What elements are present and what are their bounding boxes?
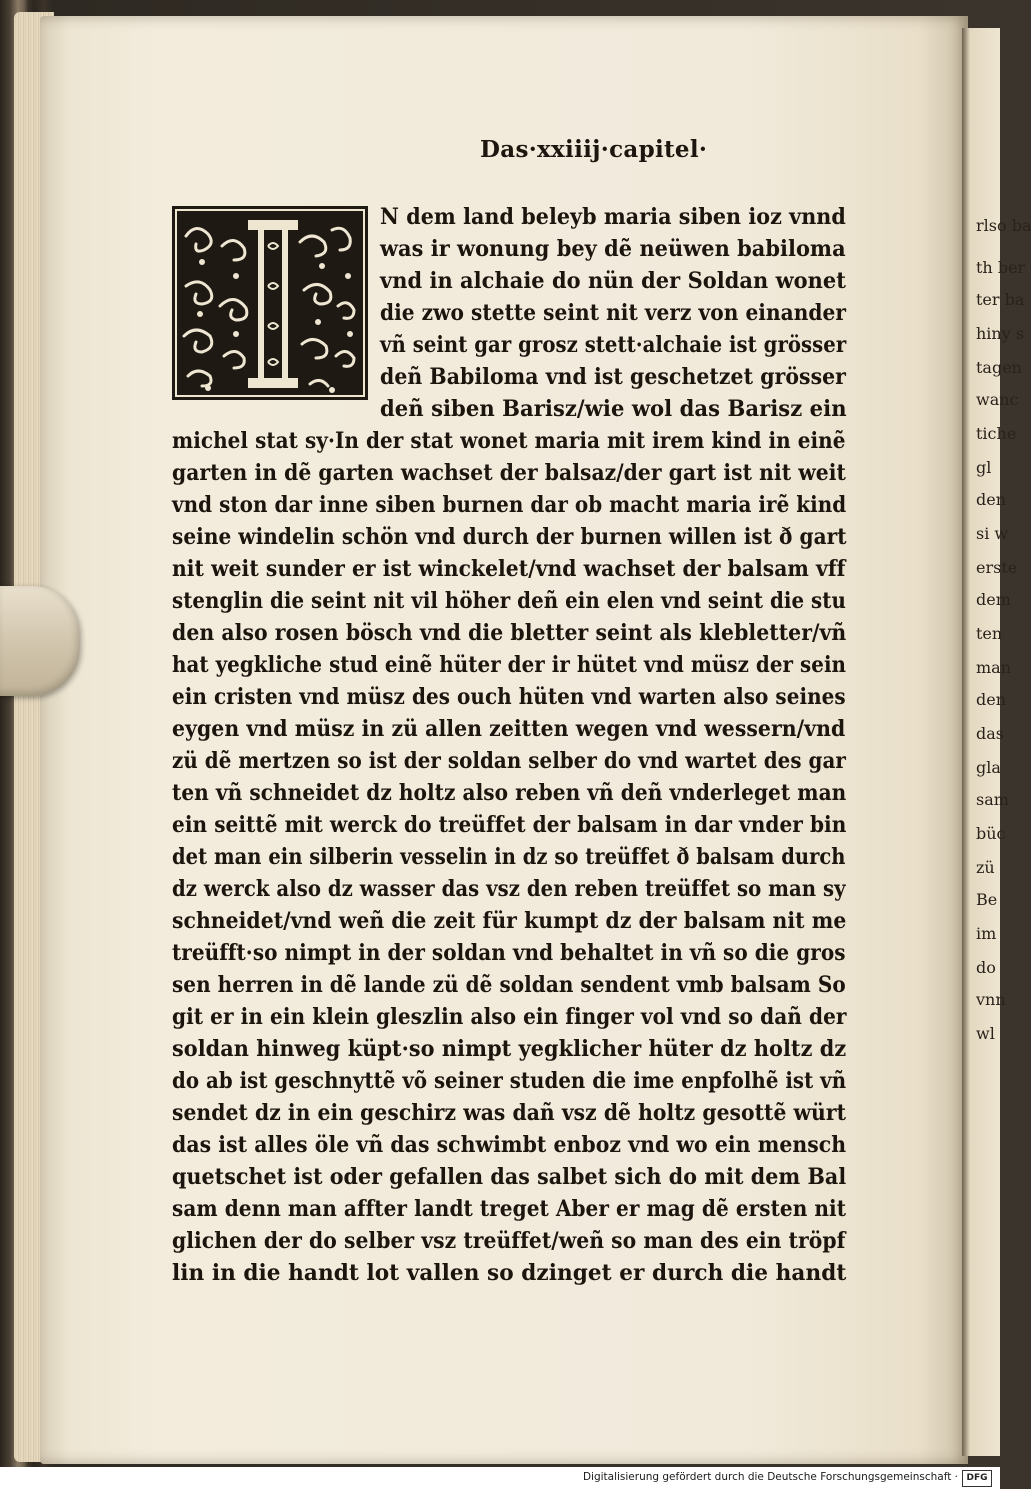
facing-page-fragment: tiche bbox=[976, 424, 1017, 443]
text-line: glichen der do selber vsz treüffet/weñ so man des ein tröpf bbox=[172, 1228, 846, 1254]
text-line: schneidet/vnd weñ die zeit für kumpt dz der balsam nit me bbox=[172, 908, 847, 934]
facing-page-fragment: wl bbox=[976, 1024, 995, 1043]
facing-page-fragment: man bbox=[976, 658, 1012, 677]
text-line: dz werck also dz wasser das vsz den reben treüffet so man sy bbox=[172, 876, 846, 902]
text-line: det man ein silberin vesselin in dz so treüffet ð balsam durch bbox=[172, 844, 846, 870]
text-line: ten vñ schneidet dz holtz also reben vñ deñ vnderleget man bbox=[172, 780, 847, 806]
text-line: das ist alles öle vñ das schwimbt enboz vnd wo ein mensch bbox=[172, 1132, 847, 1158]
footer-credit: Digitalisierung gefördert durch die Deutsche Forschungsgemeinschaft · bbox=[582, 1471, 958, 1483]
facing-page-fragment: zü bbox=[976, 858, 995, 877]
decorated-initial-i-icon bbox=[172, 206, 368, 400]
facing-page-fragment: Be bbox=[976, 890, 998, 909]
facing-page-fragment: den bbox=[976, 490, 1007, 509]
book-clasp bbox=[0, 586, 80, 696]
text-line: die zwo stette seint nit verz von einander bbox=[380, 300, 847, 326]
facing-page-fragment: vnn bbox=[976, 990, 1006, 1009]
facing-page-fragment: th ber bbox=[976, 258, 1026, 277]
decorated-initial bbox=[172, 206, 368, 400]
text-line: lin in die handt lot vallen so dzinget er durch die handt bbox=[172, 1260, 847, 1286]
facing-page-fragment: den bbox=[976, 690, 1007, 709]
text-line: nit weit sunder er ist winckelet/vnd wachset der balsam vff bbox=[172, 556, 846, 582]
text-line: soldan hinweg küpt·so nimpt yegklicher hüter dz holtz dz bbox=[172, 1036, 847, 1062]
text-line: zü dẽ mertzen so ist der soldan selber do vnd wartet des gar bbox=[172, 748, 846, 774]
facing-page-fragment: tagen bbox=[976, 358, 1022, 377]
facing-page bbox=[962, 28, 1031, 1456]
facing-page-fragment: rlso ba bbox=[976, 216, 1031, 235]
facing-page-fragment: si w bbox=[976, 524, 1009, 543]
facing-page-fragment: gl bbox=[976, 458, 992, 477]
text-line: git er in ein klein gleszlin also ein finger vol vnd so dañ der bbox=[172, 1004, 847, 1030]
text-line: stenglin die seint nit vil höher deñ ein elen vnd seint die stu bbox=[172, 588, 846, 614]
chapter-heading: Das·xxiiij·capitel· bbox=[480, 136, 708, 163]
text-line: deñ Babiloma vnd ist geschetzet grösser bbox=[380, 364, 846, 390]
text-line: N dem land beleyb maria siben ioz vnnd bbox=[380, 204, 846, 230]
facing-page-fragment: hiny s bbox=[976, 324, 1025, 343]
facing-page-fragment: gla bbox=[976, 758, 1001, 777]
text-line: garten in dẽ garten wachset der balsaz/der gart ist nit weit bbox=[172, 460, 846, 486]
text-line: sam denn man affter landt treget Aber er mag dẽ ersten nit bbox=[172, 1196, 847, 1222]
text-line: vnd ston dar inne siben burnen dar ob macht maria irẽ kind bbox=[172, 492, 847, 518]
facing-page-fragment: sam bbox=[976, 790, 1009, 809]
facing-page-fragment: dem bbox=[976, 590, 1011, 609]
text-line: vnd in alchaie do nün der Soldan wonet bbox=[380, 268, 847, 294]
text-line: ein seittẽ mit werck do treüffet der balsam in dar vnder bin bbox=[172, 812, 847, 838]
text-line: deñ siben Barisz/wie wol das Barisz ein bbox=[380, 396, 847, 422]
facing-page-fragment: büc bbox=[976, 824, 1006, 843]
text-line: hat yegkliche stud einẽ hüter der ir hütet vnd müsz der sein bbox=[172, 652, 847, 678]
facing-page-fragment: wanc bbox=[976, 390, 1019, 409]
text-line: vñ seint gar grosz stett·alchaie ist grösser bbox=[380, 332, 847, 358]
text-line: sen herren in dẽ lande zü dẽ soldan sendent vmb balsam So bbox=[172, 972, 846, 998]
text-line: den also rosen bösch vnd die bletter seint als klebletter/vñ bbox=[172, 620, 847, 646]
text-line: sendet dz in ein geschirz was dañ vsz dẽ holtz gesottẽ würt bbox=[172, 1100, 846, 1126]
text-line: treüfft·so nimpt in der soldan vnd behaltet in vñ so die gros bbox=[172, 940, 846, 966]
text-line: quetschet ist oder gefallen das salbet sich do mit dem Bal bbox=[172, 1164, 847, 1190]
dfg-logo-icon: DFG bbox=[962, 1470, 992, 1487]
facing-page-fragment: das bbox=[976, 724, 1004, 743]
footer-bar bbox=[0, 1467, 1000, 1489]
facing-page-fragment: ter ba bbox=[976, 290, 1025, 309]
facing-page-fragment: do bbox=[976, 958, 996, 977]
text-line: was ir wonung bey dẽ neüwen babiloma bbox=[380, 236, 846, 262]
facing-page-fragment: ten bbox=[976, 624, 1003, 643]
text-line: do ab ist geschnyttẽ võ seiner studen die ime enpfolhẽ ist vñ bbox=[172, 1068, 847, 1094]
text-line: michel stat sy·In der stat wonet maria mit irem kind in einẽ bbox=[172, 428, 846, 454]
facing-page-fragment: im bbox=[976, 924, 997, 943]
text-line: eygen vnd müsz in zü allen zeitten wegen vnd wessern/vnd bbox=[172, 716, 846, 742]
text-line: ein cristen vnd müsz des ouch hüten vnd warten also seines bbox=[172, 684, 846, 710]
facing-page-fragment: erste bbox=[976, 558, 1018, 577]
text-line: seine windelin schön vnd durch der burnen willen ist ð gart bbox=[172, 524, 847, 550]
